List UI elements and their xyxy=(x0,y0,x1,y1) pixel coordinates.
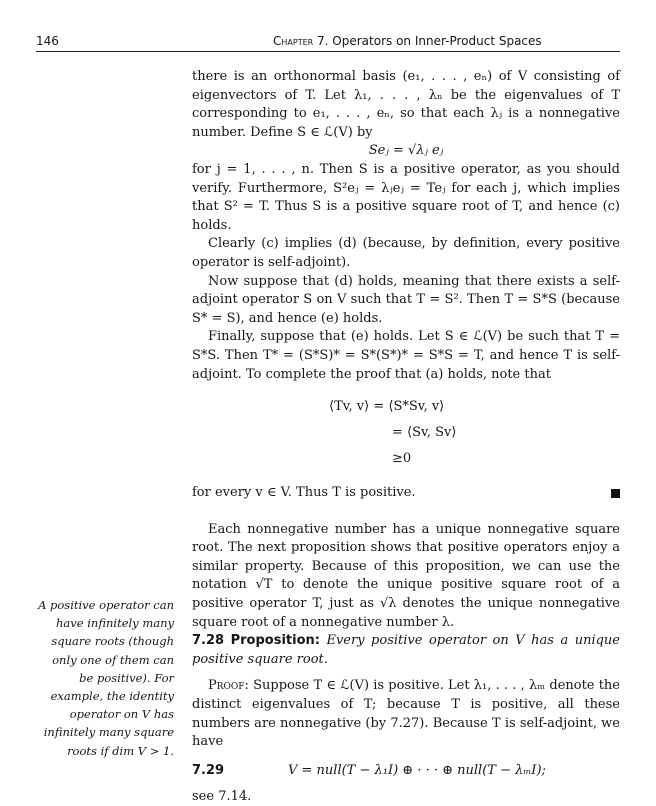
paragraph: Now suppose that (d) holds, meaning that there exists a self-adjoint operator S on V such that T = S². Then T = S*S (because S* = S), and hence (e) holds. xyxy=(192,273,620,326)
paragraph: Clearly (c) implies (d) (because, by definition, every positive operator is self-adjoint). xyxy=(192,236,620,270)
chapter-title: Operators on Inner-Product Spaces xyxy=(332,34,542,48)
proposition-number: 7.28 xyxy=(192,633,225,649)
main-text xyxy=(192,68,620,806)
chapter-heading xyxy=(273,33,542,49)
equation-line-1: ⟨Tv, v⟩ = ⟨S*Sv, v⟩ xyxy=(329,399,445,415)
proof-text: Suppose T ∈ ℒ(V) is positive. Let λ₁, . . . , λₘ denote the distinct eigenvalues of T; because T is positive, all these numbers are nonnegative (by 7.27). Because T is self-adjoint, we have xyxy=(192,678,620,750)
margin-note: A positive operator can have infinitely many square roots (though only one of them can be positive). For example, the identity operator on V has infinitely many square roots if dim V > 1. xyxy=(38,598,174,758)
chapter-label: Chapter 7. xyxy=(273,34,329,48)
proposition-label: Proposition: xyxy=(230,633,320,649)
equation-body: V = null(T − λ₁I) ⊕ · · · ⊕ null(T − λₘI); xyxy=(288,762,546,778)
paragraph: see 7.14. xyxy=(192,788,252,804)
equation-line-2: = ⟨Sv, Sv⟩ xyxy=(392,425,457,441)
qed-square-icon xyxy=(611,489,620,498)
paragraph: for j = 1, . . . , n. Then S is a positive operator, as you should verify. Furthermore, S²eⱼ = λⱼeⱼ = Teⱼ for each j, which implies that S² = T. Thus S is a positive square root of T, and hence (c) holds. xyxy=(192,161,620,233)
equation-line-3: ≥0 xyxy=(392,451,412,467)
qed-sentence: for every v ∈ V. Thus T is positive. xyxy=(192,485,416,501)
display-equation: Seⱼ = √λⱼ eⱼ xyxy=(368,143,444,159)
aligned-equation xyxy=(192,394,620,478)
proof-paragraph xyxy=(192,677,620,751)
proposition-statement: Every positive operator on V has a unique positive square root. xyxy=(192,633,620,667)
running-header xyxy=(36,33,620,52)
numbered-equation xyxy=(192,760,620,782)
paragraph: Finally, suppose that (e) holds. Let S ∈ ℒ(V) be such that T = S*S. Then T* = (S*S)* = S*(S*)* = S*S = T, and hence T is self-adjoint. To complete the proof that (a) holds, note that xyxy=(192,329,620,382)
paragraph: Each nonnegative number has a unique nonnegative square root. The next proposition shows that positive operators enjoy a similar property. Because of this proposition, we can use the notation √T to denote the unique positive square root of a positive operator T, just as √λ denotes the unique nonnegative square root of a nonnegative number λ. xyxy=(192,521,620,630)
proposition xyxy=(192,632,620,669)
paragraph: there is an orthonormal basis (e₁, . . . , eₙ) of V consisting of eigenvectors of T. Let λ₁, . . . , λₙ be the eigenvalues of T corresponding to e₁, . . . , eₙ, so that each λⱼ is a nonnegative number. Define S ∈ ℒ(V) by xyxy=(192,69,620,140)
page-number: 146 xyxy=(36,34,59,48)
proof-label: Proof: xyxy=(208,678,249,694)
paragraph xyxy=(192,484,620,503)
equation-number: 7.29 xyxy=(192,762,225,778)
